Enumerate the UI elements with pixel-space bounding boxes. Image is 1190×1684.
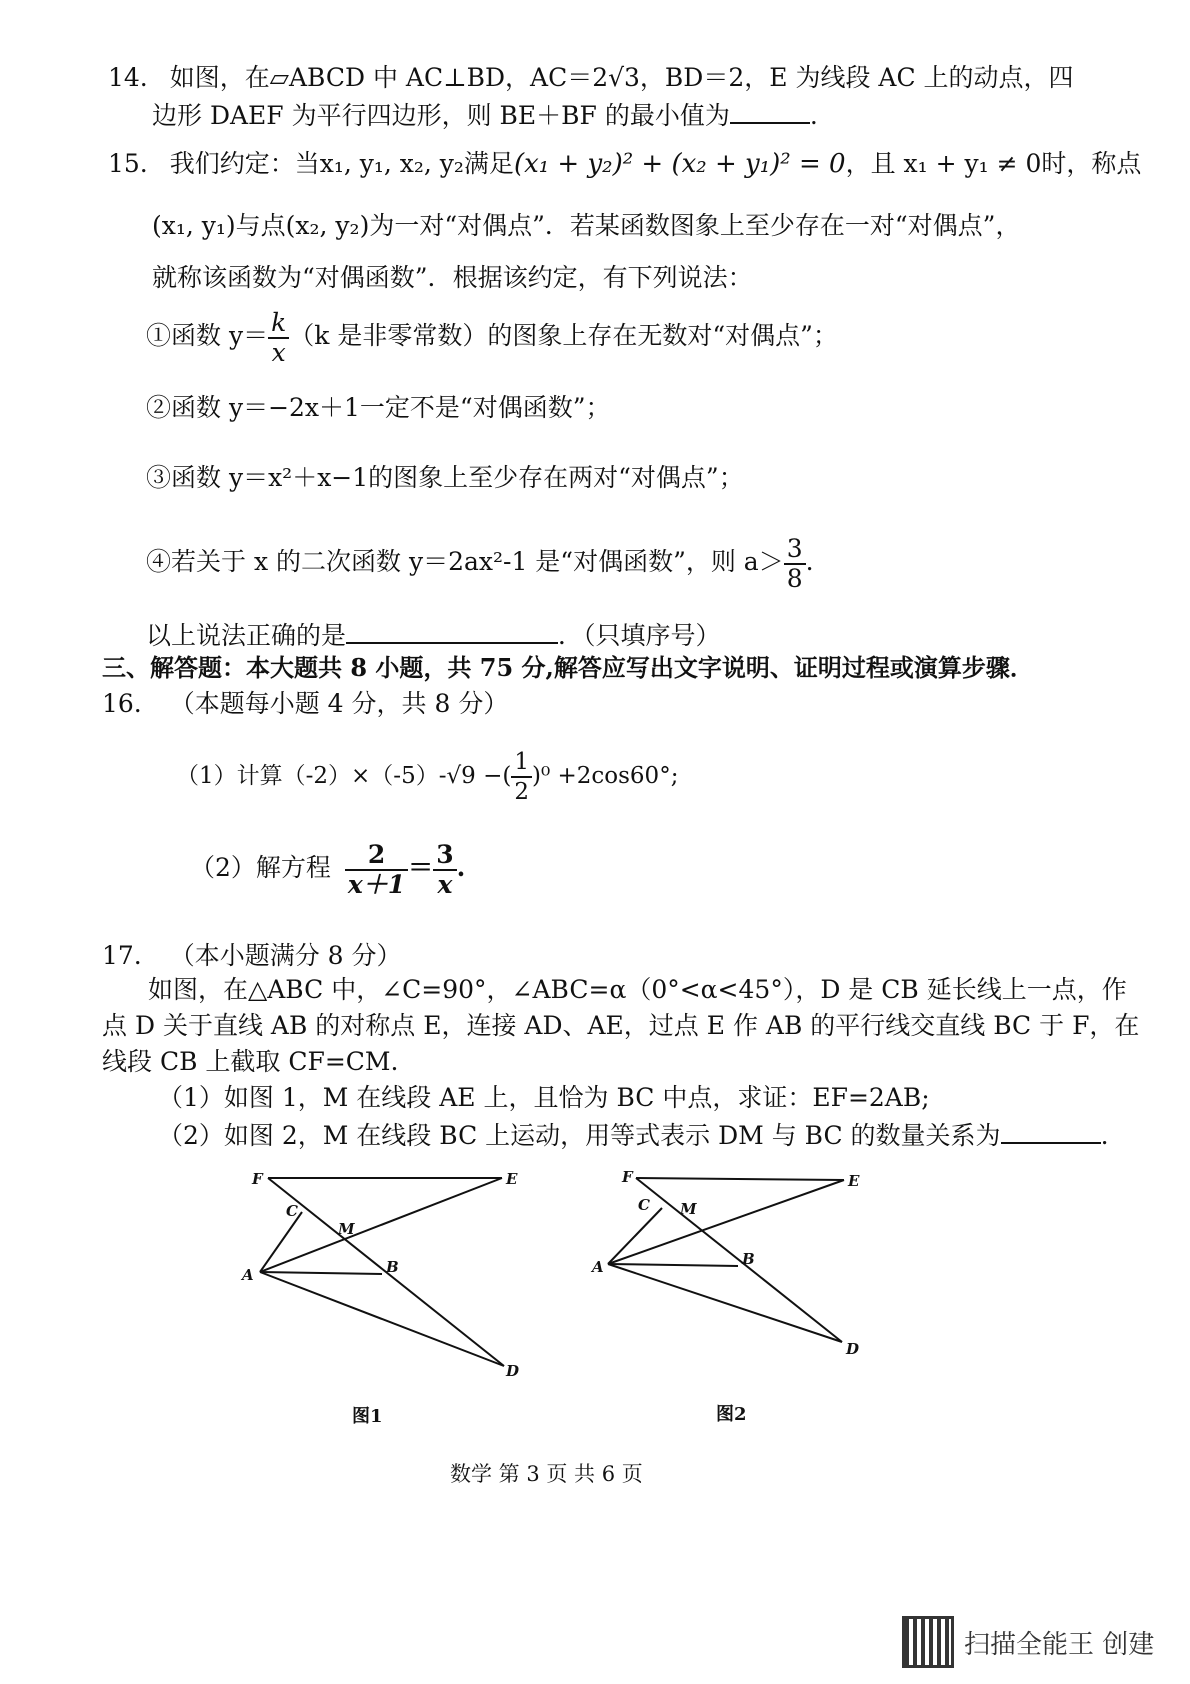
figure-2-diagram bbox=[588, 1160, 888, 1360]
q14-text-line2: 边形 DAEF 为平行四边形，则 BE＋BF 的最小值为 bbox=[152, 101, 730, 130]
segment-AE bbox=[608, 1180, 844, 1264]
q16-part2 bbox=[190, 838, 465, 899]
segment-AB bbox=[608, 1264, 738, 1266]
q16-part2-label: （2）解方程 bbox=[190, 853, 331, 882]
figure-2-caption: 图2 bbox=[716, 1404, 747, 1425]
segment-AC bbox=[608, 1208, 662, 1264]
q16-part2-fraction-left bbox=[345, 841, 408, 899]
q15-item4-period: . bbox=[805, 547, 814, 576]
q15-line1 bbox=[108, 148, 1141, 180]
q17-part2-text: （2）如图 2，M 在线段 BC 上运动，用等式表示 DM 与 BC 的数量关系为 bbox=[158, 1121, 1001, 1150]
q17-answer-blank[interactable] bbox=[1001, 1118, 1101, 1144]
fraction-denominator: x bbox=[271, 337, 286, 367]
q14-number: 14. bbox=[108, 63, 148, 92]
qr-code-icon bbox=[902, 1616, 954, 1668]
q17-number: 17. bbox=[102, 941, 142, 970]
q16-part2-fraction-right bbox=[433, 841, 456, 899]
q15-answer-blank[interactable] bbox=[346, 618, 558, 644]
q17-line3: 线段 CB 上截取 CF=CM. bbox=[102, 1047, 399, 1076]
q15-answer-prompt: 以上说法正确的是 bbox=[146, 621, 347, 650]
fraction-numerator: 3 bbox=[784, 535, 806, 565]
label-D: D bbox=[846, 1340, 860, 1358]
segment-FD bbox=[636, 1178, 842, 1342]
q14-period: . bbox=[809, 101, 818, 130]
label-A: A bbox=[242, 1266, 254, 1284]
q17-header: （本小题满分 8 分） bbox=[169, 941, 402, 970]
segment-AB bbox=[260, 1272, 382, 1274]
segment-AE bbox=[260, 1178, 502, 1272]
q15-item1-fraction bbox=[268, 309, 289, 367]
fraction-numerator: 2 bbox=[345, 841, 408, 871]
q16-number: 16. bbox=[102, 689, 142, 718]
label-F: F bbox=[622, 1168, 633, 1186]
q14-text-line1: 如图，在▱ABCD 中 AC⊥BD，AC＝2√3，BD＝2，E 为线段 AC 上的动点，四 bbox=[169, 63, 1074, 92]
segment-FE bbox=[636, 1178, 844, 1180]
q17-part2-period: . bbox=[1100, 1121, 1109, 1150]
label-B: B bbox=[386, 1258, 399, 1276]
q15-item1-text-b: （k 是非零常数）的图象上存在无数对“对偶点”； bbox=[289, 321, 838, 350]
q15-item1 bbox=[146, 306, 838, 367]
q15-item1-text-a: ①函数 y＝ bbox=[146, 321, 269, 350]
q16-part1-text-b: )⁰ +2cos60°; bbox=[531, 763, 679, 789]
q15-item4-text-a: ④若关于 x 的二次函数 y＝2ax²-1 是“对偶函数”，则 a＞ bbox=[146, 547, 784, 576]
label-B: B bbox=[742, 1250, 755, 1268]
q16-part1-text-a: （1）计算（-2）×（-5）-√9 −( bbox=[176, 763, 512, 789]
q15-text-line1a: 我们约定：当x₁, y₁, x₂, y₂满足 bbox=[169, 149, 514, 178]
fraction-denominator: 2 bbox=[514, 779, 529, 805]
fraction-numerator: k bbox=[268, 309, 289, 339]
q15-item3: ③函数 y＝x²＋x−1的图象上至少存在两对“对偶点”； bbox=[146, 463, 744, 492]
label-F: F bbox=[252, 1170, 263, 1188]
q15-item2: ②函数 y＝−2x＋1一定不是“对偶函数”； bbox=[146, 393, 611, 422]
scanner-watermark: 扫描全能王 创建 bbox=[964, 1630, 1155, 1660]
figure-2 bbox=[588, 1160, 888, 1360]
label-C: C bbox=[286, 1202, 298, 1220]
equals-sign: ＝ bbox=[408, 853, 434, 882]
fraction-denominator: 8 bbox=[786, 563, 803, 593]
label-D: D bbox=[506, 1362, 520, 1380]
q16-part1-fraction bbox=[511, 748, 532, 806]
fraction-numerator: 3 bbox=[433, 841, 456, 871]
q14-line1 bbox=[108, 62, 1074, 94]
label-A: A bbox=[592, 1258, 604, 1276]
q15-line3: 就称该函数为“对偶函数”．根据该约定，有下列说法： bbox=[152, 263, 753, 292]
q17-header-line bbox=[102, 940, 402, 972]
q17-line2: 点 D 关于直线 AB 的对称点 E，连接 AD、AE，过点 E 作 AB 的平行线交直线 BC 于 F，在 bbox=[102, 1011, 1140, 1040]
fraction-numerator: 1 bbox=[511, 748, 532, 778]
q15-item4 bbox=[146, 532, 814, 593]
label-E: E bbox=[506, 1170, 518, 1188]
q16-part1 bbox=[176, 746, 678, 806]
q17-part2 bbox=[158, 1118, 1109, 1152]
segment-AD bbox=[260, 1272, 504, 1366]
q14-answer-blank[interactable] bbox=[730, 98, 810, 124]
q16-part2-period: . bbox=[456, 853, 466, 882]
page-footer: 数学 第 3 页 共 6 页 bbox=[450, 1462, 643, 1486]
label-C: C bbox=[638, 1196, 650, 1214]
figure-1 bbox=[230, 1160, 550, 1380]
q15-condition-formula: (x₁ + y₂)² + (x₂ + y₁)² = 0 bbox=[513, 149, 846, 179]
q15-answer-note: ．（只填序号） bbox=[558, 621, 721, 650]
q14-line2 bbox=[152, 98, 818, 132]
q17-part1: （1）如图 1，M 在线段 AE 上，且恰为 BC 中点，求证：EF=2AB; bbox=[158, 1083, 930, 1112]
label-M: M bbox=[338, 1220, 355, 1238]
q17-line1: 如图，在△ABC 中，∠C=90°，∠ABC=α（0°<α<45°），D 是 CB 延长线上一点，作 bbox=[148, 975, 1127, 1004]
segment-AD bbox=[608, 1264, 842, 1342]
section-3-heading: 三、解答题：本大题共 8 小题，共 75 分,解答应写出文字说明、证明过程或演算步骤． bbox=[102, 653, 1034, 682]
q16-header-line bbox=[102, 688, 508, 720]
q15-number: 15. bbox=[108, 149, 148, 178]
fraction-denominator: x bbox=[437, 869, 453, 899]
q15-line2: (x₁, y₁)与点(x₂, y₂)为一对“对偶点”．若某函数图象上至少存在一对“对偶点”， bbox=[152, 211, 1021, 240]
label-E: E bbox=[848, 1172, 860, 1190]
q15-text-line1c: ，且 x₁ + y₁ ≠ 0时，称点 bbox=[845, 149, 1142, 178]
q15-item4-fraction bbox=[784, 535, 806, 593]
fraction-denominator: x＋1 bbox=[347, 869, 406, 899]
q16-header: （本题每小题 4 分，共 8 分） bbox=[169, 689, 509, 718]
q15-answer-line bbox=[146, 618, 721, 652]
label-M: M bbox=[680, 1200, 697, 1218]
figure-1-diagram bbox=[230, 1160, 550, 1380]
figure-1-caption: 图1 bbox=[352, 1406, 383, 1427]
